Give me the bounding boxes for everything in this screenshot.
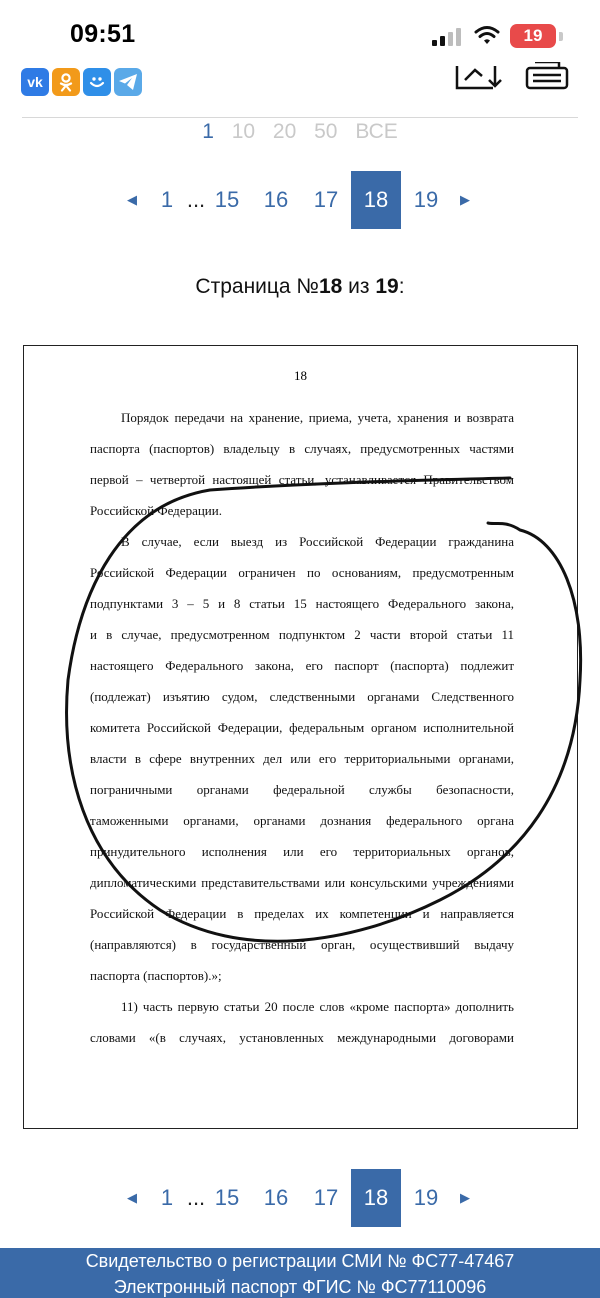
per-page-option-1[interactable]: 1	[202, 120, 214, 143]
cellular-signal-icon	[432, 28, 464, 46]
print-icon[interactable]	[523, 62, 573, 92]
doc-line: подпунктами 3 – 5 и 8 статьи 15 настоящего Федерального закона,	[90, 596, 514, 611]
telegram-icon[interactable]	[114, 68, 142, 96]
page-link-19[interactable]: 19	[413, 1185, 439, 1210]
document-page	[23, 345, 578, 1129]
doc-line: Порядок передачи на хранение, приема, учета, хранения и возврата	[121, 410, 514, 425]
doc-line: принудительного исполнения или его территориальных органов,	[90, 844, 514, 859]
page-link-17[interactable]: 17	[313, 1185, 339, 1210]
page-link-15[interactable]: 15	[214, 1185, 240, 1210]
heading-middle: из	[342, 275, 376, 298]
wifi-icon	[474, 24, 500, 46]
per-page-option-10[interactable]: 10	[231, 120, 256, 143]
battery-level: 19	[523, 26, 543, 45]
document-page-number: 18	[294, 368, 307, 383]
page-link-15[interactable]: 15	[214, 187, 240, 212]
per-page-option-all[interactable]: ВСЕ	[355, 120, 398, 143]
status-time: 09:51	[70, 20, 136, 48]
page-link-17[interactable]: 17	[313, 187, 339, 212]
doc-line: словами «(в случаях, установленных международными договорами	[90, 1030, 514, 1045]
heading-prefix: Страница №	[195, 275, 319, 298]
prev-page-icon[interactable]: ◀	[127, 192, 137, 207]
page-link-16[interactable]: 16	[263, 1185, 289, 1210]
next-page-icon[interactable]: ▶	[460, 192, 470, 207]
odnoklassniki-icon[interactable]	[52, 68, 80, 96]
status-bar	[0, 0, 600, 66]
per-page-selector	[0, 120, 600, 150]
page-link-first[interactable]: 1	[160, 187, 174, 212]
doc-line: паспорта (паспортов).»;	[90, 968, 222, 983]
pagination-bottom	[0, 1169, 600, 1227]
per-page-option-20[interactable]: 20	[272, 120, 297, 143]
doc-line: Российской Федерации.	[90, 503, 222, 518]
doc-line: (подлежат) изъятию судом, следственными органами Следственного	[90, 689, 514, 704]
site-footer	[0, 1248, 600, 1298]
pagination-ellipsis: ...	[186, 1185, 206, 1210]
download-icon[interactable]	[455, 62, 505, 92]
page-link-current[interactable]: 18	[351, 171, 401, 229]
moimir-icon[interactable]	[83, 68, 111, 96]
doc-line: и в случае, предусмотренном подпунктом 2 части второй статьи 11	[90, 627, 514, 642]
header-divider	[22, 117, 578, 118]
heading-total-pages: 19	[375, 275, 399, 298]
page-link-current[interactable]: 18	[351, 1169, 401, 1227]
doc-line: 11) часть первую статьи 20 после слов «кроме паспорта» дополнить	[121, 999, 514, 1014]
page-link-16[interactable]: 16	[263, 187, 289, 212]
doc-line: Российской Федерации в пределах их компетенции и направляется	[90, 906, 514, 921]
doc-line: паспорта (паспортов) владельцу в случаях, предусмотренных частями	[90, 441, 514, 456]
paper-plane-icon	[118, 73, 138, 91]
vk-label: vk	[27, 74, 43, 90]
footer-registration: Свидетельство о регистрации СМИ № ФС77-47467	[85, 1251, 515, 1271]
doc-line: комитета Российской Федерации, федеральным органом исполнительной	[90, 720, 514, 735]
doc-line: таможенными органами, органами дознания федерального органа	[90, 813, 514, 828]
doc-line: пограничными органами федеральной службы безопасности,	[90, 782, 514, 797]
prev-page-icon[interactable]: ◀	[127, 1190, 137, 1205]
vk-icon[interactable]	[21, 68, 49, 96]
doc-line: дипломатическими представительствами или консульскими учреждениями	[90, 875, 514, 890]
page-link-19[interactable]: 19	[413, 187, 439, 212]
doc-line: Российской Федерации ограничен по основаниям, предусмотренным	[90, 565, 514, 580]
doc-line: В случае, если выезд из Российской Федерации гражданина	[121, 534, 514, 549]
doc-line: (направляются) в государственный орган, осуществивший выдачу	[90, 937, 514, 952]
pagination-ellipsis: ...	[186, 187, 206, 212]
next-page-icon[interactable]: ▶	[460, 1190, 470, 1205]
doc-line: первой – четвертой настоящей статьи, устанавливается Правительством	[90, 472, 514, 487]
heading-suffix: :	[398, 275, 405, 298]
doc-line: настоящего Федерального закона, его паспорт (паспорта) подлежит	[90, 658, 514, 673]
page-link-first[interactable]: 1	[160, 1185, 174, 1210]
share-bar	[0, 62, 600, 104]
per-page-option-50[interactable]: 50	[314, 120, 338, 143]
odnoklassniki-glyph-icon	[58, 72, 74, 92]
page-title	[0, 275, 600, 299]
doc-line: власти в сфере внутренних дел или его территориальными органами,	[90, 751, 514, 766]
heading-current-page: 18	[318, 275, 343, 298]
pagination-top	[0, 171, 600, 229]
battery-indicator	[510, 24, 556, 48]
battery-tip	[559, 32, 563, 41]
smile-icon	[87, 72, 107, 92]
footer-passport: Электронный паспорт ФГИС № ФС77110096	[113, 1277, 487, 1297]
